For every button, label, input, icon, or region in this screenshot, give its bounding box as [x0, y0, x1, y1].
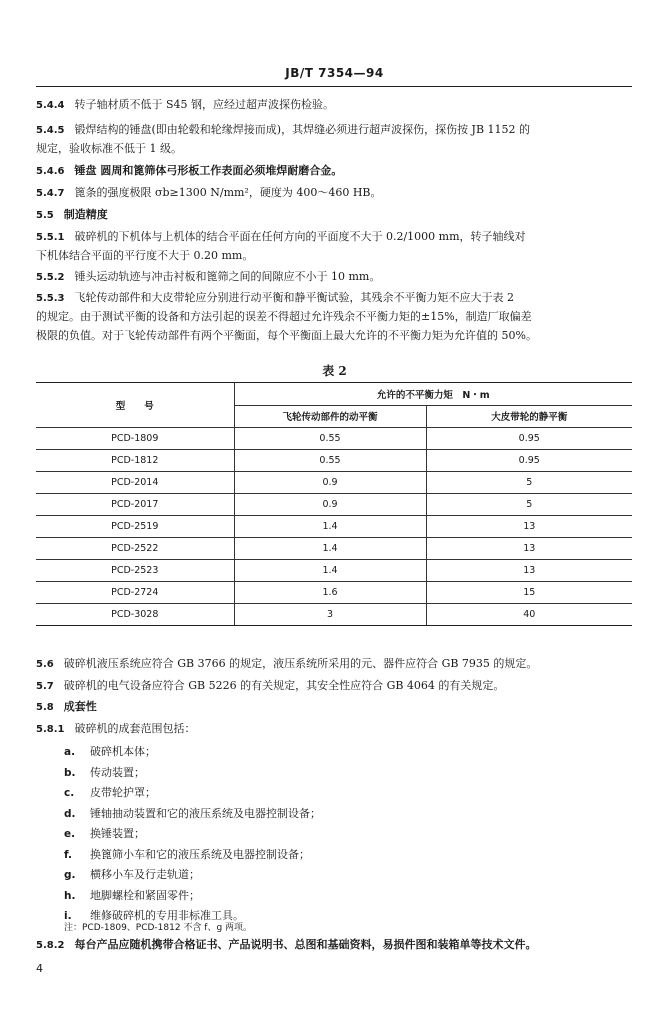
table-row	[36, 516, 632, 538]
table-caption: 表 2	[322, 364, 347, 378]
table-header-pulley: 大皮带轮的静平衡	[426, 405, 632, 428]
table-cell-pulley: 13	[426, 560, 632, 582]
table-header-model: 型 号	[36, 383, 234, 428]
list-item-text: 锤轴抽动装置和它的液压系统及电器控制设备；	[90, 806, 321, 820]
list-item-text: 换篦筛小车和它的液压系统及电器控制设备；	[90, 847, 310, 861]
table-cell-model: PCD-2519	[36, 516, 234, 538]
section-5-8: 5.8 成套性	[36, 700, 97, 713]
list-item-label: b.	[64, 766, 76, 779]
section-5-5: 5.5 制造精度	[36, 208, 108, 221]
table-cell-model: PCD-1812	[36, 450, 234, 472]
list-item-label: e.	[64, 828, 76, 840]
clause-5-5-3: 5.5.3 飞轮传动部件和大皮带轮应分别进行动平衡和静平衡试验，其残余不平衡力矩不应大于表 2	[36, 291, 514, 304]
list-item-text: 传动装置；	[90, 765, 145, 779]
table-cell-pulley: 15	[426, 582, 632, 604]
list-item-text: 横移小车及行走轨道；	[90, 868, 200, 881]
table-cell-model: PCD-1809	[36, 428, 234, 450]
table-cell-pulley: 13	[426, 538, 632, 560]
list-item-label: g.	[64, 869, 76, 881]
table-header-flywheel: 飞轮传动部件的动平衡	[234, 405, 426, 428]
table-header-group: 允许的不平衡力矩 N・m	[234, 383, 632, 406]
list-item-label: h.	[64, 889, 76, 902]
unbalance-moment-table	[36, 382, 632, 626]
table-cell-flywheel: 3	[234, 604, 426, 626]
table-cell-model: PCD-2522	[36, 538, 234, 560]
clause-5-4-5-cont: 规定，验收标准不低于 1 级。	[36, 142, 182, 155]
list-item-label: i.	[64, 910, 72, 922]
list-item-label: c.	[64, 787, 75, 799]
list-item	[64, 807, 664, 821]
table-cell-pulley: 5	[426, 494, 632, 516]
table-body	[36, 428, 632, 626]
table-cell-pulley: 5	[426, 472, 632, 494]
list-item	[64, 889, 664, 903]
table-cell-flywheel: 1.4	[234, 560, 426, 582]
list-item-text: 换锤装置；	[90, 827, 145, 840]
clause-5-5-3-cont-1: 的规定。由于测试平衡的设备和方法引起的误差不得超过允许残余不平衡力矩的±15%，制造厂取偏差	[36, 310, 532, 323]
clause-5-7: 5.7 破碎机的电气设备应符合 GB 5226 的有关规定，其安全性应符合 GB 4064 的有关规定。	[36, 679, 505, 692]
table-cell-flywheel: 0.9	[234, 472, 426, 494]
table-cell-model: PCD-2017	[36, 494, 234, 516]
clause-5-5-1-cont: 下机体结合平面的平行度不大于 0.20 mm。	[36, 249, 254, 262]
clause-5-4-6: 5.4.6 锤盘 圆周和篦筛体弓形板工作表面必须堆焊耐磨合金。	[36, 164, 343, 177]
clause-5-6: 5.6 破碎机液压系统应符合 GB 3766 的规定，液压系统所采用的元、器件应符合 GB 7935 的规定。	[36, 657, 538, 670]
page-number: 4	[36, 962, 43, 975]
table-row	[36, 582, 632, 604]
table-cell-model: PCD-2724	[36, 582, 234, 604]
list-item-label: a.	[64, 746, 76, 758]
clause-5-4-4: 5.4.4 转子轴材质不低于 S45 钢，应经过超声波探伤检验。	[36, 98, 335, 111]
clause-5-4-5: 5.4.5 锻焊结构的锤盘(即由轮毂和轮缘焊接而成)，其焊缝必须进行超声波探伤，探伤按 JB 1152 的	[36, 123, 531, 136]
table-row	[36, 472, 632, 494]
table-cell-model: PCD-2523	[36, 560, 234, 582]
list-item-text: 破碎机本体；	[90, 745, 156, 758]
standard-code-header: JB/T 7354—94	[285, 66, 384, 80]
clause-5-4-7: 5.4.7 篦条的强度极限 σb≥1300 N/mm²，硬度为 400～460 HB。	[36, 186, 382, 199]
table-row	[36, 538, 632, 560]
table-note: 注：PCD-1809、PCD-1812 不含 f、g 两项。	[64, 923, 253, 933]
table-row	[36, 428, 632, 450]
clause-5-8-1: 5.8.1 破碎机的成套范围包括：	[36, 722, 196, 735]
list-item	[64, 766, 664, 780]
list-item-text: 维修破碎机的专用非标准工具。	[90, 909, 244, 922]
table-cell-flywheel: 0.55	[234, 450, 426, 472]
list-item	[64, 827, 664, 841]
table-cell-pulley: 0.95	[426, 450, 632, 472]
table-cell-flywheel: 0.55	[234, 428, 426, 450]
table-row	[36, 494, 632, 516]
table-cell-flywheel: 1.4	[234, 516, 426, 538]
header-rule	[36, 86, 632, 87]
list-item	[64, 786, 664, 800]
table-cell-flywheel: 0.9	[234, 494, 426, 516]
list-item-text: 皮带轮护罩；	[90, 786, 156, 799]
table-row	[36, 560, 632, 582]
list-item-label: f.	[64, 848, 72, 861]
list-item-label: d.	[64, 807, 76, 820]
table-cell-flywheel: 1.6	[234, 582, 426, 604]
list-item-text: 地脚螺栓和紧固零件；	[90, 888, 200, 902]
clause-5-5-2: 5.5.2 锤头运动轨迹与冲击衬板和篦筛之间的间隙应不小于 10 mm。	[36, 270, 381, 283]
clause-5-8-2: 5.8.2 每台产品应随机携带合格证书、产品说明书、总图和基础资料，易损件图和装箱单等技术文件。	[36, 938, 537, 951]
table-cell-model: PCD-2014	[36, 472, 234, 494]
list-item	[64, 868, 664, 882]
table-cell-model: PCD-3028	[36, 604, 234, 626]
list-item	[64, 745, 664, 759]
table-row	[36, 450, 632, 472]
table-cell-pulley: 0.95	[426, 428, 632, 450]
clause-5-5-3-cont-2: 极限的负值。对于飞轮传动部件有两个平衡面，每个平衡面上最大允许的不平衡力矩为允许值的 50%。	[36, 329, 537, 342]
table-cell-pulley: 13	[426, 516, 632, 538]
table-cell-pulley: 40	[426, 604, 632, 626]
clause-5-5-1: 5.5.1 破碎机的下机体与上机体的结合平面在任何方向的平面度不大于 0.2/1000 mm，转子轴线对	[36, 230, 526, 243]
table-cell-flywheel: 1.4	[234, 538, 426, 560]
table-row	[36, 604, 632, 626]
list-item	[64, 848, 664, 862]
